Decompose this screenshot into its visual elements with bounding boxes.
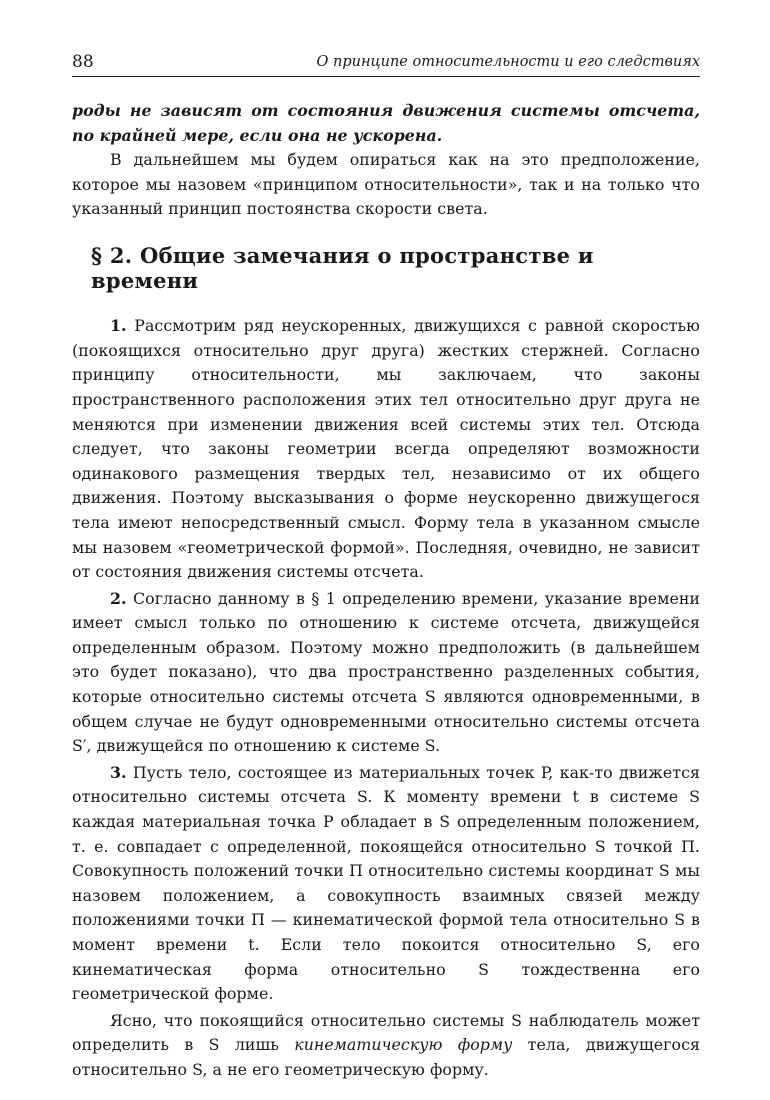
page-body xyxy=(72,99,700,1083)
section-paragraph-final xyxy=(72,1009,700,1083)
final-emphasis: кинематическую форму xyxy=(294,1035,513,1055)
final-text-a: Ясно, что покоящийся относительно системы S наблюдатель может определить в S лишь xyxy=(72,1010,700,1055)
section-heading: § 2. Общие замечания о пространстве и времени xyxy=(91,242,594,293)
intro-paragraph: В дальнейшем мы будем опираться как на это предположение, которое мы назовем «принципом относительности», так и на только что указанный принцип постоянства скорости света. xyxy=(72,150,700,219)
item-number-1: 1. xyxy=(110,316,127,336)
item-text-3: Пусть тело, состоящее из материальных точек P, как-то движется относительно системы отсчета S. К моменту времени t в системе S каждая материальная точка P обладает в S определенным положением, т. е. совпадает с определенной, покоящейся относительно S точкой П. Совокупность положений точки П относительно системы координат S мы назовем положением, а совокупность взаимных связей между положениями точки П — кинематической формой тела относительно S в момент времени t. Если тело покоится относительно S, его кинематическая форма относительно S тождественна его геометрической форме. xyxy=(72,762,700,1004)
section-paragraph-3 xyxy=(72,761,700,1007)
section-paragraph-1 xyxy=(72,314,700,585)
intro-paragraph-continued: роды не зависят от состояния движения системы отсчета, по крайней мере, если она не ускорена. xyxy=(72,101,700,145)
page-number: 88 xyxy=(72,52,94,72)
section-paragraph-2 xyxy=(72,587,700,759)
item-text-1: Рассмотрим ряд неускоренных, движущихся с равной скоростью (покоящихся относительно друг друга) жестких стержней. Согласно принципу относительности, мы заключаем, что законы пространственного расположения этих тел относительно друг друга не меняются при изменении движения всей системы этих тел. Отсюда следует, что законы геометрии всегда определяют возможности одинакового размещения твердых тел, независимо от их общего движения. Поэтому высказывания о форме неускоренно движущегося тела имеют непосредственный смысл. Форму тела в указанном смысле мы назовем «геометрической формой». Последняя, очевидно, не зависит от состояния движения системы отсчета. xyxy=(72,316,700,582)
item-number-3: 3. xyxy=(110,762,127,782)
page-header xyxy=(72,52,700,77)
item-text-2: Согласно данному в § 1 определению времени, указание времени имеет смысл только по отношению к системе отсчета, движущейся определенным образом. Поэтому можно предположить (в дальнейшем это будет показано), что два пространственно разделенных события, которые относительно системы отсчета S являются одновременными, в общем случае не будут одновременными относительно системы отсчета S′, движущейся по отношению к системе S. xyxy=(72,588,700,756)
final-text-c: тела, движущегося относительно S, а не его геометрическую форму. xyxy=(72,1035,700,1079)
running-title: О принципе относительности и его следствиях xyxy=(316,54,700,70)
item-number-2: 2. xyxy=(110,588,127,608)
